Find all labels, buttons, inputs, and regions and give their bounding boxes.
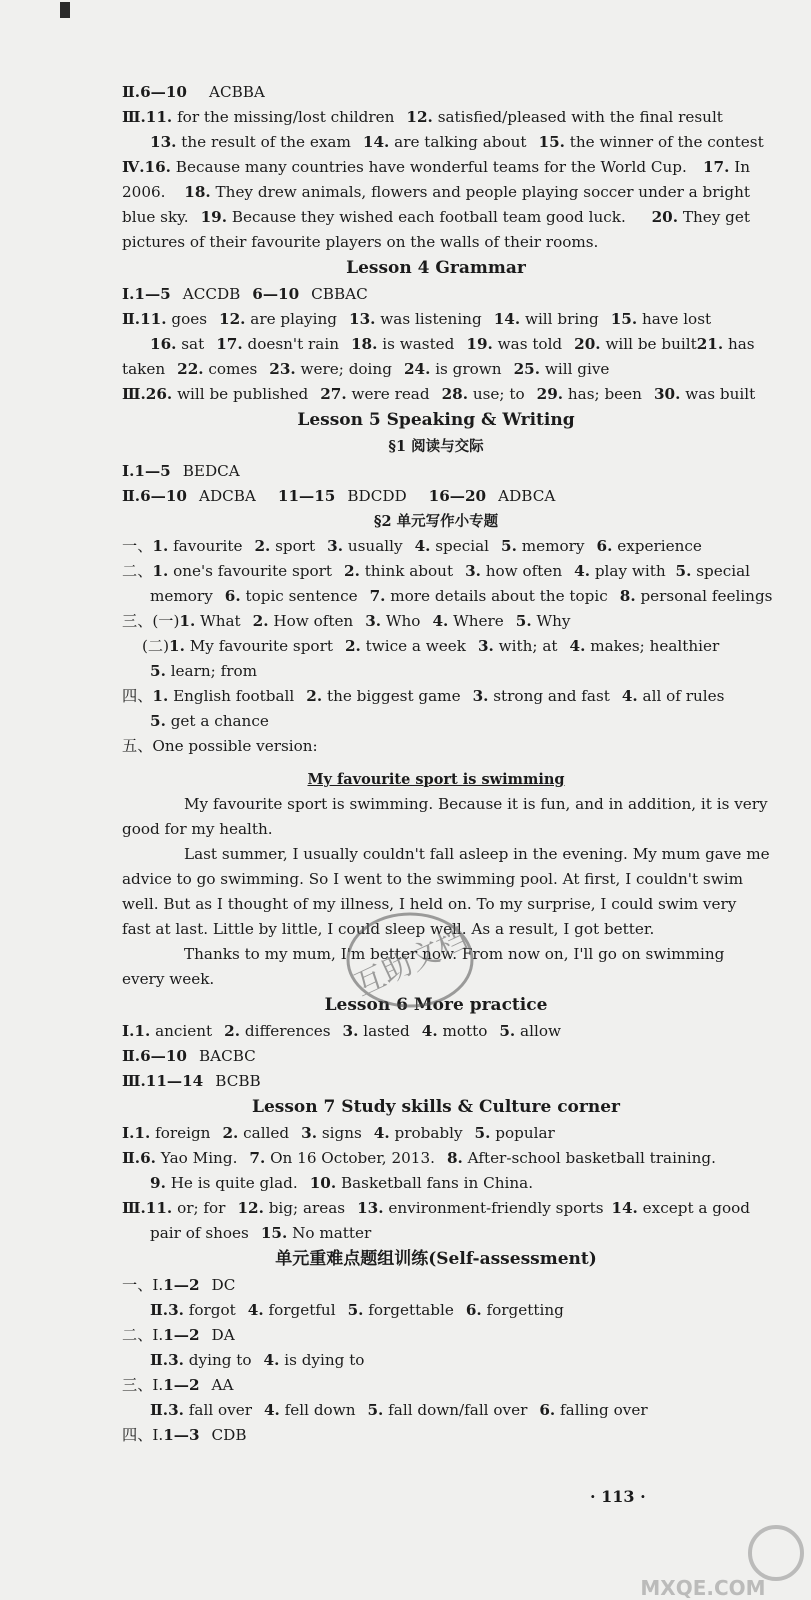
answer-line: Ⅱ.6—10 ACBBA	[122, 83, 265, 101]
answer-line: Ⅱ.6—10 ADCBA 11—15 BDCDD 16—20 ADBCA	[122, 487, 556, 505]
answer-line: Ⅰ.1. foreign 2. called 3. signs 4. probably 5. popular	[122, 1124, 555, 1142]
answer-line: 一、1. favourite 2. sport 3. usually 4. special 5. memory 6. experience	[122, 537, 702, 555]
subsection-heading: §1 阅读与交际	[388, 438, 484, 455]
answer-line: memory 6. topic sentence 7. more details about the topic 8. personal feelings	[150, 587, 773, 605]
answer-line: Ⅱ.3. dying to 4. is dying to	[150, 1351, 365, 1369]
section-heading: Lesson 7 Study skills & Culture corner	[252, 1097, 620, 1117]
site-logo	[598, 1515, 808, 1600]
answer-line: 2006. 18. They drew animals, flowers and people playing soccer under a bright	[122, 183, 750, 201]
answer-line: pair of shoes 15. No matter	[150, 1224, 372, 1242]
essay-line: My favourite sport is swimming. Because it is fun, and in addition, it is very	[184, 795, 768, 813]
section-heading: Lesson 6 More practice	[324, 995, 548, 1015]
stamp-text: 互助文档	[349, 921, 473, 1004]
essay-line: advice to go swimming. So I went to the swimming pool. At first, I couldn't swim	[122, 870, 743, 888]
essay-line: Last summer, I usually couldn't fall asleep in the evening. My mum gave me	[184, 845, 770, 863]
essay-line: well. But as I thought of my illness, I held on. To my surprise, I could swim very	[122, 895, 737, 913]
answer-line: Ⅱ.3. forgot 4. forgetful 5. forgettable 6. forgetting	[150, 1301, 564, 1319]
essay-title: My favourite sport is swimming	[307, 771, 565, 788]
page-number: · 113 ·	[590, 1487, 646, 1506]
answer-line: 二、Ⅰ.1—2 DA	[122, 1326, 235, 1344]
essay-line: every week.	[122, 970, 215, 988]
answer-line: Ⅰ.1. ancient 2. differences 3. lasted 4. motto 5. allow	[122, 1022, 561, 1040]
section-heading: Lesson 5 Speaking & Writing	[297, 410, 575, 430]
answer-line: Ⅱ.6. Yao Ming. 7. On 16 October, 2013. 8. After-school basketball training.	[122, 1149, 716, 1167]
answer-line: Ⅱ.6—10 BACBC	[122, 1047, 256, 1065]
logo-circle	[750, 1527, 802, 1579]
answer-line: Ⅱ.11. goes 12. are playing 13. was listening 14. will bring 15. have lost	[122, 310, 712, 328]
section-heading: 单元重难点题组训练(Self-assessment)	[275, 1249, 597, 1269]
answer-line: 四、Ⅰ.1—3 CDB	[122, 1426, 247, 1444]
answer-line: 一、Ⅰ.1—2 DC	[122, 1276, 236, 1294]
corner-mark	[60, 2, 70, 18]
essay-line: Thanks to my mum, I'm better now. From now on, I'll go on swimming	[184, 945, 725, 963]
answer-line: Ⅲ.11. or; for 12. big; areas 13. environment-friendly sports 14. except a good	[122, 1199, 750, 1217]
answer-line: pictures of their favourite players on the walls of their rooms.	[122, 233, 599, 251]
answer-line: Ⅰ.1—5 ACCDB 6—10 CBBAC	[122, 285, 368, 303]
answer-line: (二)1. My favourite sport 2. twice a week 3. with; at 4. makes; healthier	[142, 637, 720, 655]
essay-line: good for my health.	[122, 820, 273, 838]
answer-line: blue sky. 19. Because they wished each football team good luck. 20. They get	[122, 208, 750, 226]
answer-line: 三、Ⅰ.1—2 AA	[122, 1376, 234, 1394]
answer-line: 9. He is quite glad. 10. Basketball fans in China.	[150, 1174, 534, 1192]
answer-line: 13. the result of the exam 14. are talking about 15. the winner of the contest	[150, 133, 764, 151]
answer-line: Ⅲ.11. for the missing/lost children 12. satisfied/pleased with the final result	[122, 108, 723, 126]
answer-line: Ⅱ.3. fall over 4. fell down 5. fall down/fall over 6. falling over	[150, 1401, 648, 1419]
answer-line: taken 22. comes 23. were; doing 24. is grown 25. will give	[122, 360, 610, 378]
answer-line: 5. learn; from	[150, 662, 257, 680]
answer-line: Ⅲ.11—14 BCBB	[122, 1072, 261, 1090]
answer-line: 三、(一)1. What 2. How often 3. Who 4. Where 5. Why	[122, 612, 571, 630]
logo-text: MXQE.COM	[640, 1576, 766, 1600]
answer-line: 四、1. English football 2. the biggest game 3. strong and fast 4. all of rules	[122, 687, 725, 705]
essay-line: fast at last. Little by little, I could sleep well. As a result, I got better.	[122, 920, 655, 938]
subsection-heading: §2 单元写作小专题	[373, 513, 499, 530]
answer-line: 16. sat 17. doesn't rain 18. is wasted 19. was told 20. will be built 21. has	[150, 335, 755, 353]
answer-line: Ⅰ.1—5 BEDCA	[122, 462, 240, 480]
answer-line: Ⅲ.26. will be published 27. were read 28. use; to 29. has; been 30. was built	[122, 385, 756, 403]
answer-line: 五、One possible version:	[122, 737, 318, 755]
answer-content	[122, 80, 773, 1448]
section-heading: Lesson 4 Grammar	[346, 258, 526, 278]
answer-line: 5. get a chance	[150, 712, 269, 730]
watermark-stamp	[330, 900, 510, 1040]
answer-line: 二、1. one's favourite sport 2. think about 3. how often 4. play with 5. special	[122, 562, 750, 580]
answer-line: Ⅳ.16. Because many countries have wonderful teams for the World Cup. 17. In	[122, 158, 750, 176]
